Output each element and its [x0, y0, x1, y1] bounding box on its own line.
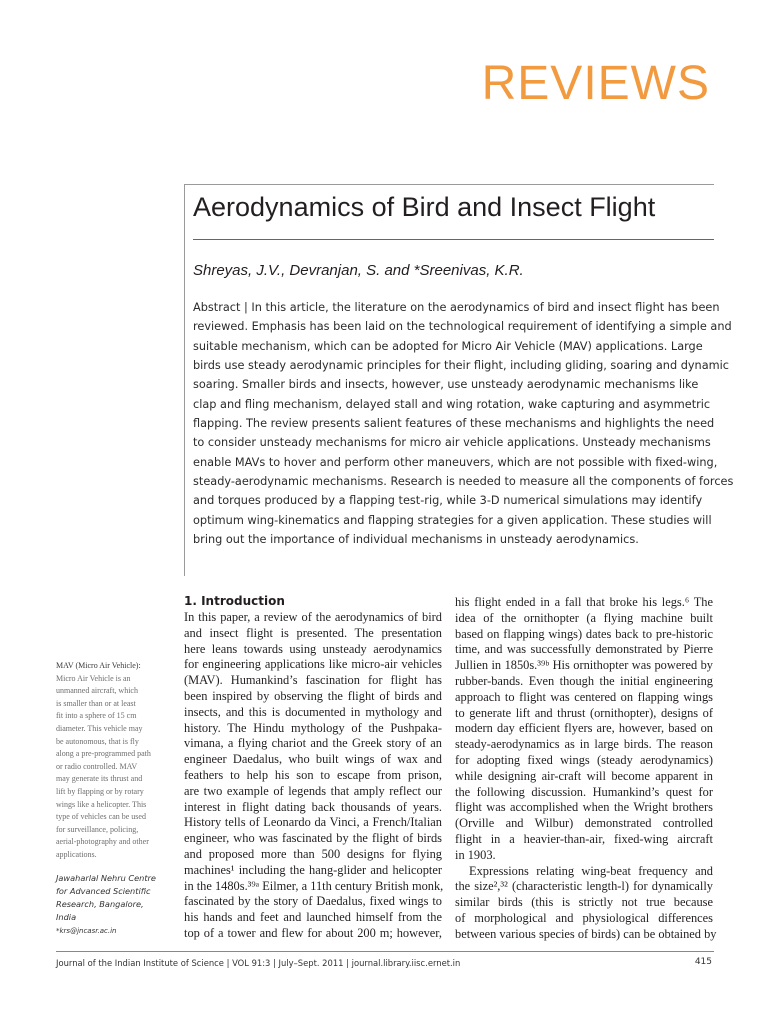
title-frame-top-rule: [184, 184, 714, 185]
body-line: based on flapping wings) dates back to pre-historic: [455, 626, 713, 641]
page-number: 415: [694, 957, 712, 967]
sidebar-line: aerial-photography and other: [56, 837, 149, 847]
body-line: Expressions relating wing-beat frequency and: [469, 863, 713, 878]
section-heading: 1. Introduction: [184, 594, 285, 608]
body-line: modern day efficient flyers are, however, based on: [455, 721, 713, 736]
authors: Shreyas, J.V., Devranjan, S. and *Sreenivas, K.R.: [193, 262, 524, 279]
section-label: REVIEWS: [481, 57, 710, 110]
body-line: (Orville and Wilbur) demonstrated controlled: [455, 816, 713, 831]
sidebar-line: along a pre-programmed path: [56, 749, 151, 759]
abstract-line: birds use steady aerodynamic principles for their flight, including gliding, soaring and dynamic: [193, 359, 729, 373]
body-line: here leans towards using unsteady aerodynamics: [184, 641, 442, 656]
body-line: and proposed more than 500 designs for flying: [184, 846, 442, 861]
body-line: for engineering applications like micro-air vehicles: [184, 657, 442, 672]
sidebar-line: is smaller than or at least: [56, 698, 136, 708]
sidebar-body: [56, 673, 174, 862]
sidebar-line: Micro Air Vehicle is an: [56, 673, 131, 683]
body-line: in the 1480s.³⁹ᵃ Eilmer, a 11th century British monk,: [184, 878, 444, 893]
affiliation-line: Jawaharlal Nehru Centre: [56, 873, 156, 883]
body-line: to generate lift and thrust (ornithopter), designs of: [455, 705, 713, 720]
body-line: feathers to help his son to escape from prison,: [184, 767, 442, 782]
body-line: the following discussion. Humankind’s quest for: [455, 784, 713, 799]
body-line: flight was accomplished when the Wright brothers: [455, 800, 713, 815]
body-line: (MAV). Humankind’s fascination for flight has: [184, 673, 442, 688]
abstract-line: and torques produced by a flapping test-rig, while 3-D numerical simulations may identify: [193, 494, 703, 508]
body-line: time, and was successfully demonstrated by Pierre: [455, 642, 713, 657]
body-line: are two example of legends that amply reflect our: [184, 783, 442, 798]
sidebar-line: unmanned aircraft, which: [56, 686, 138, 696]
sidebar-line: for surveillance, policing,: [56, 824, 139, 834]
affiliation-lines: [56, 872, 174, 924]
sidebar-definition: [56, 660, 174, 862]
abstract-line: optimum wing-kinematics and flapping strategies for a given application. These studies will: [193, 513, 712, 527]
body-line: fascinated by the story of Daedalus, fixed wings to: [184, 894, 442, 909]
title-underline: [193, 239, 714, 240]
sidebar-line: applications.: [56, 849, 97, 859]
body-line: and insect flight is presented. The presentation: [184, 625, 442, 640]
body-line: vimana, a flying chariot and the Greek story of an: [184, 736, 442, 751]
abstract-line: enable MAVs to hover and perform other maneuvers, which are not possible with fixed-wing,: [193, 455, 718, 469]
body-line: been inspired by observing the flight of birds and: [184, 688, 442, 703]
body-line: In this paper, a review of the aerodynamics of bird: [184, 610, 442, 624]
abstract-line: Abstract | In this article, the literature on the aerodynamics of bird and insect flight has been: [193, 301, 720, 314]
body-line: idea of the ornithopter (a flying machine built: [455, 610, 713, 625]
affiliation-line: for Advanced Scientific: [56, 886, 151, 896]
body-line: for adopting fixed wings (steady aerodynamics): [455, 752, 713, 767]
journal-footer: Journal of the Indian Institute of Science | VOL 91:3 | July–Sept. 2011 | journal.library.iisc.ernet.in: [56, 958, 461, 968]
body-line: machines¹ including the hang-glider and helicopter: [184, 862, 442, 877]
body-line: Jullien in 1850s.³⁹ᵇ His ornithopter was powered by: [455, 658, 713, 673]
body-line: engineer Daedalus, who built wings of wax and: [184, 752, 442, 767]
body-line: his hands and feet and launched himself from the: [184, 910, 442, 925]
body-line: between various species of birds) can be obtained by: [455, 926, 717, 941]
abstract-line: flapping. The review presents salient features of these mechanisms and highlights the need: [193, 417, 715, 431]
abstract: [193, 298, 734, 549]
sidebar-line: fit into a sphere of 15 cm: [56, 711, 137, 721]
body-line: the size²,³² (characteristic length-l) for dynamically: [455, 879, 713, 894]
author-email: *krs@jncasr.ac.in: [56, 927, 117, 935]
body-line: insects, and this is documented in mythology and: [184, 704, 442, 719]
sidebar-line: lift by flapping or by rotary: [56, 786, 144, 796]
abstract-line: to consider unsteady mechanisms for micro air vehicle applications. Unsteady mechanisms: [193, 436, 711, 450]
body-line: rubber-bands. Even though the initial engineering: [455, 673, 713, 688]
footer-rule: [56, 951, 714, 952]
sidebar-line: wings like a helicopter. This: [56, 799, 147, 809]
affiliation-line: India: [56, 912, 77, 922]
body-line: flight in a heavier-than-air, fixed-wing aircraft: [455, 831, 713, 846]
body-line: steady-aerodynamics as in large birds. The reason: [455, 737, 713, 752]
abstract-line: soaring. Smaller birds and insects, however, use unsteady aerodynamic mechanisms like: [193, 378, 699, 392]
title-frame-left-rule: [184, 184, 185, 576]
abstract-line: bring out the importance of individual mechanisms in unsteady aerodynamics.: [193, 533, 639, 547]
sidebar-line: diameter. This vehicle may: [56, 723, 143, 733]
body-line: of morphological and physiological differences: [455, 910, 713, 925]
body-line: interest in flight dating back thousands of years.: [184, 799, 442, 814]
sidebar-line: type of vehicles can be used: [56, 812, 146, 822]
abstract-line: suitable mechanism, which can be adopted for Micro Air Vehicle (MAV) applications. Large: [193, 339, 703, 353]
abstract-line: reviewed. Emphasis has been laid on the technological requirement of identifying a simple and: [193, 320, 732, 334]
sidebar-line: be autonomous, that is fly: [56, 736, 139, 746]
article-title: Aerodynamics of Bird and Insect Flight: [193, 192, 656, 222]
abstract-line: steady-aerodynamic mechanisms. Research is needed to measure all the components of forces: [193, 475, 734, 489]
affiliation: [56, 872, 174, 938]
body-line: approach to flight was centered on flapping wings: [455, 689, 713, 704]
body-line: history. The Hindu mythology of the Pushpaka-: [184, 720, 442, 735]
sidebar-line: or radio controlled. MAV: [56, 761, 138, 771]
body-line: engineer, who was fascinated by the flight of birds: [184, 831, 442, 846]
sidebar-line: may generate its thrust and: [56, 774, 143, 784]
abstract-line: clap and fling mechanism, delayed stall and wing rotation, wake capturing and asymmetric: [193, 397, 711, 411]
body-line: History tells of Leonardo da Vinci, a French/Italian: [184, 815, 442, 830]
affiliation-line: Research, Bangalore,: [56, 899, 144, 909]
body-line: similar birds (this is strictly not true because: [455, 895, 713, 910]
body-column-left: [184, 610, 442, 942]
sidebar-heading: MAV (Micro Air Vehicle):: [56, 661, 141, 670]
body-line: while designing air-craft will become apparent in: [455, 768, 713, 783]
body-line: in 1903.: [455, 847, 496, 862]
body-line: top of a tower and flew for about 200 m; however,: [184, 925, 442, 940]
body-line: his flight ended in a fall that broke his legs.⁶ The: [455, 595, 713, 609]
body-column-right: [455, 595, 717, 943]
